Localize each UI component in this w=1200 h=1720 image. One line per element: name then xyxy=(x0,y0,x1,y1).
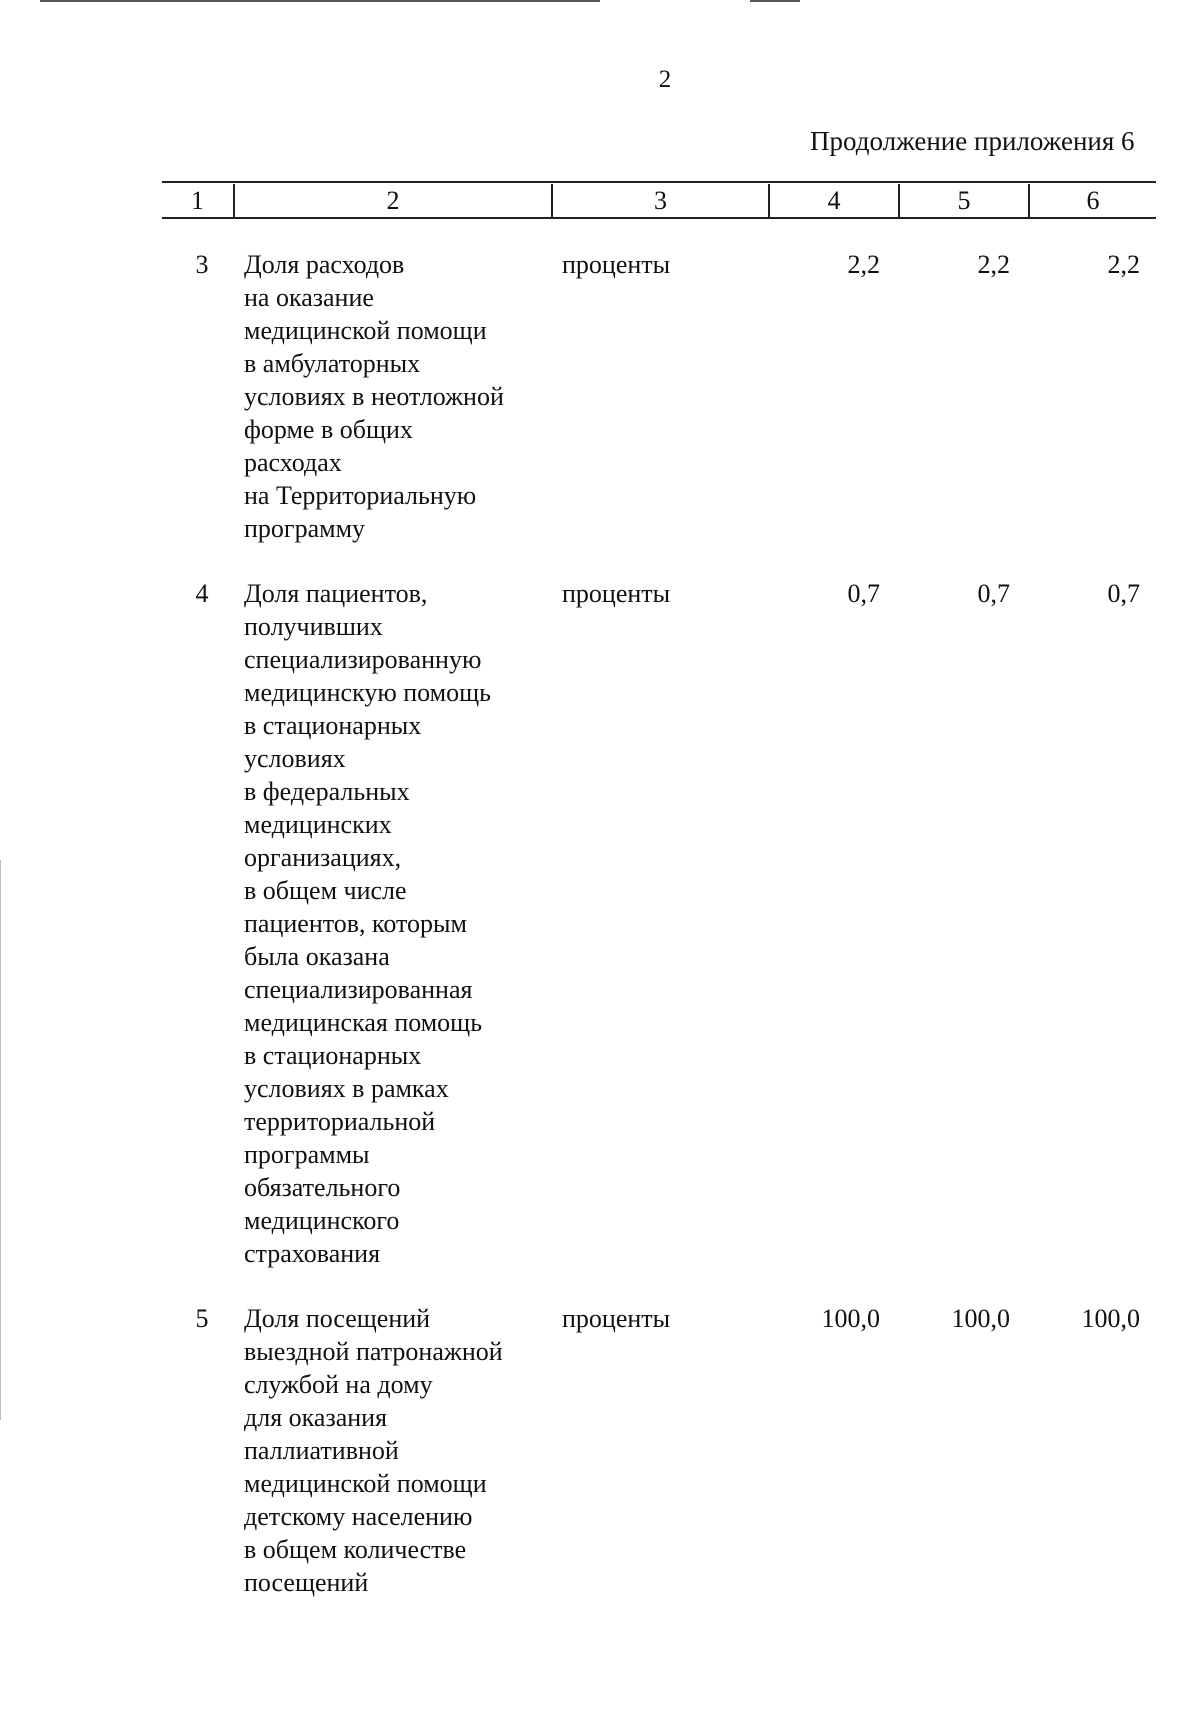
indicator-description: Доля посещений выездной патронажной службой на дому для оказания паллиативной медицинской помощи детскому населению в общем количестве посещений xyxy=(244,1304,503,1597)
value-cell-col5: 0,7 xyxy=(977,579,1010,608)
unit-cell: проценты xyxy=(562,250,671,279)
value-cell-col6: 0,7 xyxy=(1107,579,1140,608)
header-col-5: 5 xyxy=(957,186,971,215)
value-cell-col4: 100,0 xyxy=(821,1304,880,1333)
value-cell-col5: 100,0 xyxy=(951,1304,1010,1333)
header-col-3: 3 xyxy=(654,186,667,215)
page-number: 2 xyxy=(658,66,672,93)
value-cell-col6: 2,2 xyxy=(1107,250,1140,279)
scan-edge-mark xyxy=(750,0,800,2)
appendix-continuation-note: Продолжение приложения 6 xyxy=(810,126,1135,156)
header-col-4: 4 xyxy=(827,186,841,215)
indicator-description: Доля расходов на оказание медицинской помощи в амбулаторных условиях в неотложной форме в общих расходах на Территориальную программу xyxy=(244,250,504,543)
value-cell-col4: 0,7 xyxy=(847,579,880,608)
header-col-2: 2 xyxy=(386,186,400,215)
scan-edge-mark xyxy=(40,0,600,2)
unit-cell: проценты xyxy=(562,1304,671,1333)
indicator-description: Доля пациентов, получивших специализированную медицинскую помощь в стационарных условиях в федеральных медицинских организациях, в общем числе пациентов, которым была оказана специализированная медицинская помощь в стационарных условиях в рамках территориальной программы обязательного медицинского страхования xyxy=(244,579,492,1268)
row-number: 3 xyxy=(195,250,209,279)
scan-edge-mark xyxy=(0,860,1,1420)
header-bottom-rule xyxy=(162,217,1156,219)
value-cell-col6: 100,0 xyxy=(1081,1304,1140,1333)
row-number: 5 xyxy=(195,1304,209,1333)
header-top-rule xyxy=(162,181,1156,183)
row-number: 4 xyxy=(195,579,209,608)
value-cell-col5: 2,2 xyxy=(977,250,1010,279)
value-cell-col4: 2,2 xyxy=(847,250,880,279)
unit-cell: проценты xyxy=(562,579,671,608)
header-col-6: 6 xyxy=(1086,186,1100,215)
header-col-1: 1 xyxy=(191,186,204,215)
